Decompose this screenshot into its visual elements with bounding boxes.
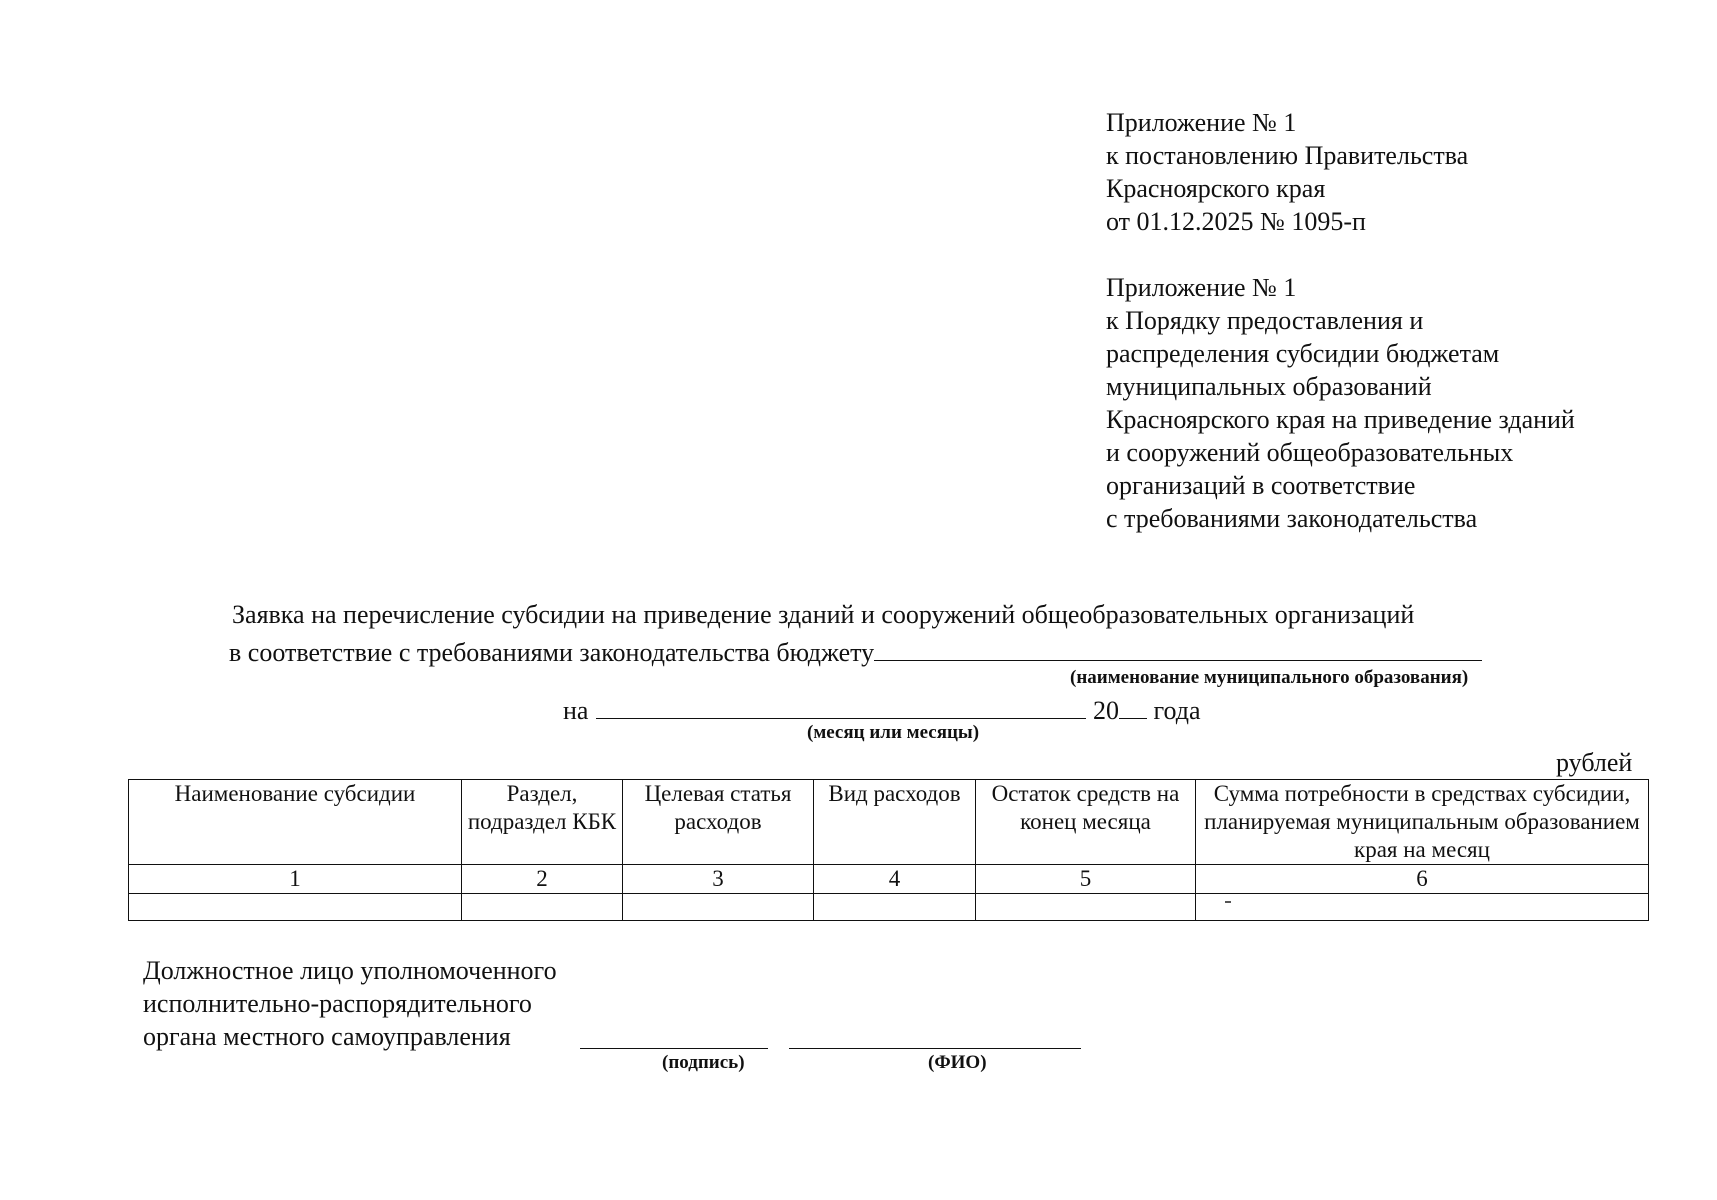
empty-cell[interactable]: [129, 894, 462, 921]
appendix-line: и сооружений общеобразовательных: [1106, 438, 1514, 467]
signature-blank-line[interactable]: [580, 1048, 768, 1049]
table-header-row: [129, 780, 1649, 865]
period-line: [563, 692, 1201, 726]
request-title-text: в соответствие с требованиями законодательства бюджету: [229, 638, 875, 667]
appendix-line: к постановлению Правительства: [1106, 141, 1469, 170]
column-number: 6: [1196, 865, 1649, 894]
header-cell: Раздел, подраздел КБК: [462, 780, 623, 865]
request-title-line2: [229, 634, 1482, 668]
column-number: 5: [976, 865, 1196, 894]
header-cell: Остаток средств на конец месяца: [976, 780, 1196, 865]
currency-label: рублей: [1556, 748, 1633, 777]
official-label-line: исполнительно-распорядительного: [143, 989, 532, 1018]
year-blank-field[interactable]: [1119, 692, 1147, 719]
request-title-line1: Заявка на перечисление субсидии на приведение зданий и сооружений общеобразовательных организаций: [232, 600, 1415, 629]
name-hint: (ФИО): [928, 1052, 987, 1073]
table-row: [129, 894, 1649, 921]
year-suffix: года: [1153, 696, 1201, 725]
empty-cell[interactable]: [976, 894, 1196, 921]
appendix-title: Приложение № 1: [1106, 273, 1297, 302]
appendix-line: с требованиями законодательства: [1106, 504, 1478, 533]
subsidy-request-table: [128, 779, 1649, 921]
appendix-line: Красноярского края на приведение зданий: [1106, 405, 1575, 434]
signature-hint: (подпись): [662, 1052, 745, 1073]
appendix-line: муниципальных образований: [1106, 372, 1432, 401]
on-label: на: [563, 696, 589, 725]
year-prefix: 20: [1092, 696, 1119, 725]
empty-cell[interactable]: [623, 894, 814, 921]
appendix-header: [1106, 106, 1575, 535]
column-number: 2: [462, 865, 623, 894]
empty-cell[interactable]: [462, 894, 623, 921]
empty-cell[interactable]: [814, 894, 976, 921]
appendix-line: организаций в соответствие: [1106, 471, 1416, 500]
header-cell: Вид расходов: [814, 780, 976, 865]
column-number: 4: [814, 865, 976, 894]
column-number: 1: [129, 865, 462, 894]
official-label: [143, 954, 557, 1053]
appendix-date-number: от 01.12.2025 № 1095-п: [1106, 207, 1366, 236]
appendix-line: к Порядку предоставления и: [1106, 306, 1424, 335]
empty-cell[interactable]: [1196, 894, 1649, 921]
official-label-line: Должностное лицо уполномоченного: [143, 956, 557, 985]
name-blank-line[interactable]: [789, 1048, 1081, 1049]
appendix-title: Приложение № 1: [1106, 108, 1297, 137]
header-cell: Целевая статья расходов: [623, 780, 814, 865]
appendix-line: Красноярского края: [1106, 174, 1326, 203]
header-cell: Сумма потребности в средствах субсидии, планируемая муниципальным образованием края на месяц: [1196, 780, 1649, 865]
scan-mark: [1225, 901, 1231, 903]
month-hint: (месяц или месяцы): [807, 722, 980, 743]
column-number-row: [129, 865, 1649, 894]
municipality-hint: (наименование муниципального образования): [1070, 667, 1469, 688]
municipality-blank-field[interactable]: [874, 634, 1482, 661]
appendix-line: распределения субсидии бюджетам: [1106, 339, 1500, 368]
column-number: 3: [623, 865, 814, 894]
header-cell: Наименование субсидии: [129, 780, 462, 865]
official-label-line: органа местного самоуправления: [143, 1022, 511, 1051]
month-blank-field[interactable]: [596, 692, 1086, 719]
